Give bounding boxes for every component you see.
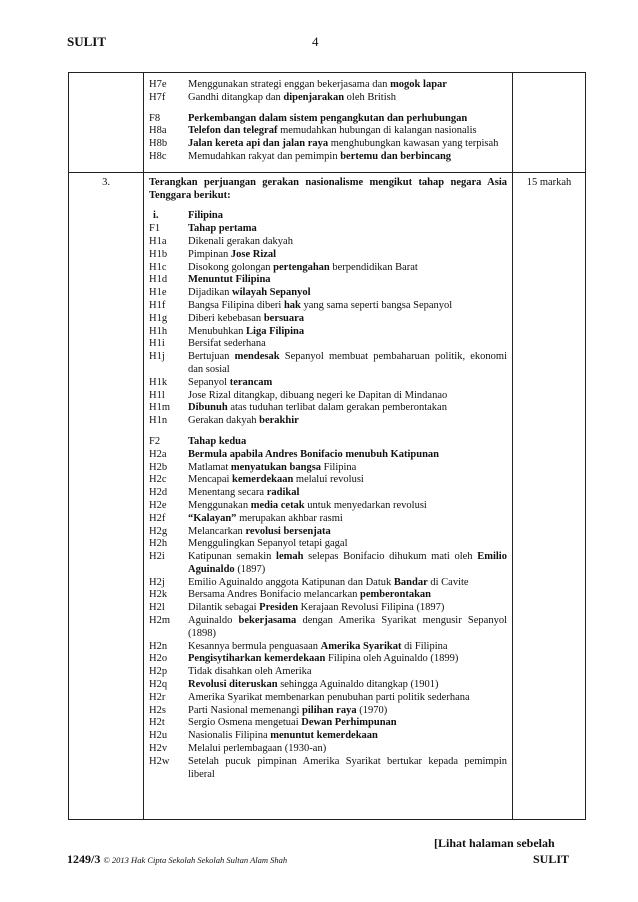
point-text	[188, 730, 507, 743]
keyword-bold: pilihan raya	[302, 704, 357, 716]
point-text-part: Menggulingkan Sepanyol tetapi gagal	[188, 538, 348, 550]
point-text	[188, 223, 507, 236]
copyright-text: © 2013 Hak Cipta Sekolah Sekolah Sultan Alam Shah	[103, 855, 288, 865]
question-text: Terangkan perjuangan gerakan nasionalisme mengikut tahap negara Asia Tenggara berikut:	[149, 176, 507, 201]
scheme-point	[149, 274, 507, 287]
point-code: H2l	[149, 602, 165, 614]
scheme-point	[149, 717, 507, 730]
keyword-bold: menyatukan bangsa	[230, 461, 322, 473]
scheme-point	[149, 551, 507, 577]
point-text	[188, 313, 507, 326]
point-text-part: Matlamat	[188, 461, 231, 473]
point-code: H1j	[149, 351, 165, 363]
scheme-point	[149, 449, 507, 462]
point-code: F8	[149, 112, 161, 124]
point-text-part: Menubuhkan	[188, 325, 247, 337]
point-text-part: merupakan akhbar rasmi	[236, 512, 343, 524]
point-code: H2f	[149, 512, 166, 524]
paper-code-text: 1249/3	[67, 852, 101, 866]
point-code: H2p	[149, 666, 168, 678]
point-code: H1d	[149, 274, 168, 286]
point-text	[188, 390, 507, 403]
point-text-part: Aguinaldo	[188, 615, 239, 627]
point-text	[188, 577, 507, 590]
point-code: H2w	[149, 755, 170, 767]
subquestion-code: i.	[153, 210, 159, 222]
footer-sulit: SULIT	[533, 852, 570, 866]
scheme-list	[149, 223, 507, 781]
point-code: H1f	[149, 299, 166, 311]
keyword-bold: Bermula apabila Andres Bonifacio menubuh Katipunan	[188, 448, 439, 460]
point-text	[188, 500, 507, 513]
point-text	[188, 705, 507, 718]
point-text-part: Mencapai	[188, 474, 233, 486]
keyword-bold: revolusi bersenjata	[245, 525, 331, 537]
number-cell	[69, 172, 144, 820]
point-text-part: Jose Rizal ditangkap, dibuang negeri ke Dapitan di Mindanao	[188, 389, 448, 401]
point-code: H1h	[149, 325, 168, 337]
point-code: H8b	[149, 138, 168, 150]
point-code: H1b	[149, 248, 168, 260]
point-code: H2c	[149, 474, 167, 486]
point-text-part: Tidak disahkan oleh Amerika	[188, 666, 312, 678]
scheme-point	[149, 249, 507, 262]
table-row	[69, 73, 586, 173]
point-text-part: Sepanyol	[188, 376, 230, 388]
scheme-point	[149, 326, 507, 339]
point-text	[188, 449, 507, 462]
point-text	[188, 641, 507, 654]
point-code: H2i	[149, 551, 165, 563]
point-text	[188, 402, 507, 415]
point-text-part: atas tuduhan terlibat dalam gerakan pemberontakan	[227, 402, 447, 414]
point-text-part: Nasionalis Filipina	[188, 730, 271, 742]
scheme-point	[149, 589, 507, 602]
scheme-point	[149, 462, 507, 475]
scheme-point	[149, 436, 507, 449]
point-code: H1c	[149, 261, 167, 273]
point-text-part: Menentang secara	[188, 487, 267, 499]
point-text-part: Sepanyol membuat pembaharuan politik, ekonomi dan sosial	[188, 351, 508, 375]
keyword-bold: Presiden	[259, 602, 299, 614]
point-code: H7f	[149, 91, 166, 103]
point-code: H2h	[149, 538, 168, 550]
mark-cell	[513, 73, 586, 173]
point-text-part: berpendidikan Barat	[329, 261, 418, 273]
scheme-point	[149, 679, 507, 692]
point-text-part: memudahkan hubungan di kalangan nasionalis	[277, 125, 477, 137]
scheme-point	[149, 602, 507, 615]
point-code: H2u	[149, 730, 168, 742]
point-text	[188, 538, 507, 551]
point-text	[188, 113, 507, 126]
point-text-part: Menggunakan strategi enggan bekerjasama dan	[188, 79, 391, 90]
point-text	[188, 92, 507, 105]
point-text-part: Gerakan dakyah	[188, 415, 260, 427]
answer-table	[68, 72, 586, 820]
keyword-bold: bertemu dan berbincang	[340, 150, 452, 162]
point-code: H2a	[149, 448, 167, 460]
scheme-list	[144, 73, 512, 172]
point-code: H2q	[149, 679, 168, 691]
point-text-part: Disokong golongan	[188, 261, 274, 273]
keyword-bold: Perkembangan dalam sistem pengangkutan dan perhubungan	[188, 112, 468, 124]
table-row	[69, 172, 586, 820]
subquestion-title: Filipina	[188, 210, 224, 222]
point-text	[188, 487, 507, 500]
point-text-part: Memudahkan rakyat dan pemimpin	[188, 150, 341, 162]
point-text-part: selepas Bonifacio dihukum mati oleh	[303, 551, 478, 563]
point-text-part: dengan Amerika Syarikat mengusir Sepanyol (1898)	[188, 615, 508, 639]
point-text-part: Kesannya bermula penguasaan	[188, 640, 321, 652]
point-text	[188, 326, 507, 339]
keyword-bold: bekerjasama	[238, 615, 297, 627]
number-cell	[69, 73, 144, 173]
keyword-bold: Dewan Perhimpunan	[301, 717, 397, 729]
scheme-point	[149, 313, 507, 326]
point-text	[188, 602, 507, 615]
subquestion-heading	[149, 210, 507, 223]
scheme-point	[149, 526, 507, 539]
point-text-part: Amerika Syarikat membenarkan penubuhan parti politik sederhana	[188, 691, 470, 703]
keyword-bold: media cetak	[250, 499, 305, 511]
point-code: H2j	[149, 576, 165, 588]
point-text	[188, 756, 507, 782]
point-text-part: Gandhi ditangkap dan	[188, 91, 284, 103]
scheme-point	[149, 79, 507, 92]
scheme-point	[149, 705, 507, 718]
scheme-point	[149, 262, 507, 275]
keyword-bold: radikal	[266, 487, 300, 499]
point-text	[188, 274, 507, 287]
point-text-part: Setelah pucuk pimpinan Amerika Syarikat bertukar kepada pemimpin liberal	[188, 755, 507, 780]
point-text-part: Bersifat sederhana	[188, 338, 266, 350]
scheme-point	[149, 415, 507, 428]
keyword-bold: Dibunuh	[188, 402, 228, 414]
point-code: H1g	[149, 312, 168, 324]
scheme-point	[149, 351, 507, 377]
point-code: H8c	[149, 150, 167, 162]
point-text	[188, 351, 507, 377]
point-text-part: di Cavite	[427, 576, 469, 588]
point-text-part: Melalui perlembagaan (1930-an)	[188, 743, 327, 755]
point-code: H8a	[149, 125, 167, 137]
point-text	[188, 415, 507, 428]
scheme-point	[149, 692, 507, 705]
scheme-point	[149, 236, 507, 249]
scheme-point	[149, 730, 507, 743]
point-text	[188, 338, 507, 351]
point-text	[188, 666, 507, 679]
point-code: H2s	[149, 704, 166, 716]
scheme-point	[149, 338, 507, 351]
point-code: H1k	[149, 376, 168, 388]
point-text	[188, 526, 507, 539]
keyword-bold: Amerika Syarikat	[320, 640, 402, 652]
keyword-bold: mendesak	[234, 351, 280, 363]
keyword-bold: hak	[283, 299, 301, 311]
keyword-bold: Menuntut Filipina	[188, 274, 271, 286]
point-code: H2r	[149, 691, 166, 703]
scheme-point	[149, 113, 507, 126]
keyword-bold: wilayah Sepanyol	[232, 287, 311, 299]
point-text	[188, 717, 507, 730]
point-text	[188, 743, 507, 756]
point-text-part: Dikenali gerakan dakyah	[188, 235, 293, 247]
keyword-bold: Tahap kedua	[188, 435, 247, 447]
scheme-point	[149, 513, 507, 526]
point-text-part: Menggunakan	[188, 499, 251, 511]
point-text-part: melalui revolusi	[293, 474, 364, 486]
point-code: H2m	[149, 615, 170, 627]
scheme-point	[149, 138, 507, 151]
point-text-part: Bertujuan	[188, 351, 235, 363]
scheme-point	[149, 390, 507, 403]
point-text-part: Dilantik sebagai	[188, 602, 260, 614]
point-text-part: Bangsa Filipina diberi	[188, 299, 284, 311]
keyword-bold: terancam	[229, 376, 273, 388]
point-text-part: Bersama Andres Bonifacio melancarkan	[188, 589, 361, 601]
point-text	[188, 462, 507, 475]
point-text	[188, 679, 507, 692]
keyword-bold: Tahap pertama	[188, 223, 257, 235]
marks-label: 15 markah	[526, 176, 572, 188]
point-code: H2d	[149, 487, 168, 499]
point-text-part: Kerajaan Revolusi Filipina (1897)	[298, 602, 445, 614]
keyword-bold: bersuara	[263, 312, 305, 324]
point-text-part: Sergio Osmena mengetuai	[188, 717, 302, 729]
keyword-bold: Bandar	[393, 576, 428, 588]
scheme-point	[149, 653, 507, 666]
next-page-note: [Lihat halaman sebelah	[434, 836, 555, 850]
scheme-point	[149, 474, 507, 487]
point-code: H2g	[149, 525, 168, 537]
keyword-bold: Revolusi diteruskan	[188, 679, 278, 691]
scheme-point	[149, 287, 507, 300]
point-code: H2t	[149, 717, 165, 729]
scheme-point	[149, 615, 507, 641]
point-code: F1	[149, 223, 161, 235]
scheme-point	[149, 577, 507, 590]
keyword-bold: Jalan kereta api dan jalan raya	[188, 138, 329, 150]
keyword-bold: pertengahan	[273, 261, 330, 273]
keyword-bold: Liga Filipina	[246, 325, 305, 337]
point-code: H1l	[149, 389, 165, 401]
point-text	[188, 249, 507, 262]
point-text-part: Filipina	[321, 461, 357, 473]
scheme-point	[149, 743, 507, 756]
point-code: H2v	[149, 743, 168, 755]
paper-code	[67, 852, 287, 867]
point-text	[188, 474, 507, 487]
point-code: H2o	[149, 653, 168, 665]
point-code: H2e	[149, 499, 167, 511]
point-text	[188, 151, 507, 164]
scheme-point	[149, 377, 507, 390]
point-text-part: untuk menyedarkan revolusi	[304, 499, 427, 511]
keyword-bold: berakhir	[259, 415, 299, 427]
point-code: H2n	[149, 640, 168, 652]
point-text	[188, 125, 507, 138]
point-text	[188, 287, 507, 300]
keyword-bold: Jose Rizal	[230, 248, 277, 260]
point-text	[188, 377, 507, 390]
point-code: H1e	[149, 287, 167, 299]
point-text-part: Dijadikan	[188, 287, 233, 299]
keyword-bold: Pengisytiharkan kemerdekaan	[188, 653, 326, 665]
point-code: F2	[149, 435, 161, 447]
point-text	[188, 138, 507, 151]
keyword-bold: “Kalayan”	[188, 512, 237, 524]
point-text	[188, 262, 507, 275]
keyword-bold: lemah	[276, 551, 304, 563]
scheme-point	[149, 487, 507, 500]
question-number: 3.	[102, 176, 110, 188]
point-text-part: oleh British	[344, 91, 396, 103]
scheme-point	[149, 500, 507, 513]
scheme-point	[149, 92, 507, 105]
point-text	[188, 653, 507, 666]
point-code: H1i	[149, 338, 165, 350]
point-text	[188, 692, 507, 705]
keyword-bold: dipenjarakan	[283, 91, 345, 103]
point-text	[188, 79, 507, 92]
point-text-part: Melancarkan	[188, 525, 246, 537]
point-code: H7e	[149, 79, 167, 90]
point-text	[188, 236, 507, 249]
point-text	[188, 589, 507, 602]
point-text	[188, 513, 507, 526]
point-text-part: Diberi kebebasan	[188, 312, 264, 324]
point-text-part: Filipina oleh Aguinaldo (1899)	[325, 653, 459, 665]
point-code: H2k	[149, 589, 168, 601]
point-text-part: Pimpinan	[188, 248, 231, 260]
keyword-bold: Telefon dan telegraf	[188, 125, 278, 137]
scheme-point	[149, 641, 507, 654]
point-text-part: menghubungkan kawasan yang terpisah	[328, 138, 499, 150]
scheme-point	[149, 125, 507, 138]
scheme-point	[149, 402, 507, 415]
scheme-point	[149, 223, 507, 236]
point-text-part: (1970)	[356, 704, 388, 716]
point-text	[188, 436, 507, 449]
scheme-point	[149, 666, 507, 679]
scheme-cell	[144, 73, 513, 173]
scheme-cell	[144, 172, 513, 820]
point-text-part: Parti Nasional memenangi	[188, 704, 303, 716]
keyword-bold: menuntut kemerdekaan	[270, 730, 378, 742]
point-text-part: sehingga Aguinaldo ditangkap (1901)	[277, 679, 439, 691]
scheme-point	[149, 538, 507, 551]
keyword-bold: pemberontakan	[360, 589, 432, 601]
page-number: 4	[312, 34, 319, 49]
header-sulit: SULIT	[67, 34, 107, 49]
scheme-point	[149, 756, 507, 782]
point-code: H1a	[149, 235, 167, 247]
point-text-part: Emilio Aguinaldo anggota Katipunan dan Datuk	[188, 576, 394, 588]
mark-cell	[513, 172, 586, 820]
point-text-part: yang sama seperti bangsa Sepanyol	[300, 299, 453, 311]
scheme-point	[149, 151, 507, 164]
point-text-part: di Filipina	[401, 640, 448, 652]
point-text-part: Katipunan semakin	[188, 551, 277, 563]
scheme-point	[149, 300, 507, 313]
point-text	[188, 300, 507, 313]
point-text-part: (1897)	[234, 563, 266, 575]
point-code: H2b	[149, 461, 168, 473]
keyword-bold: mogok lapar	[390, 79, 447, 90]
keyword-bold: Emilio Aguinaldo	[188, 551, 507, 575]
keyword-bold: kemerdekaan	[232, 474, 294, 486]
point-code: H1m	[149, 402, 170, 414]
point-text	[188, 615, 507, 641]
point-text	[188, 551, 507, 577]
point-code: H1n	[149, 415, 168, 427]
